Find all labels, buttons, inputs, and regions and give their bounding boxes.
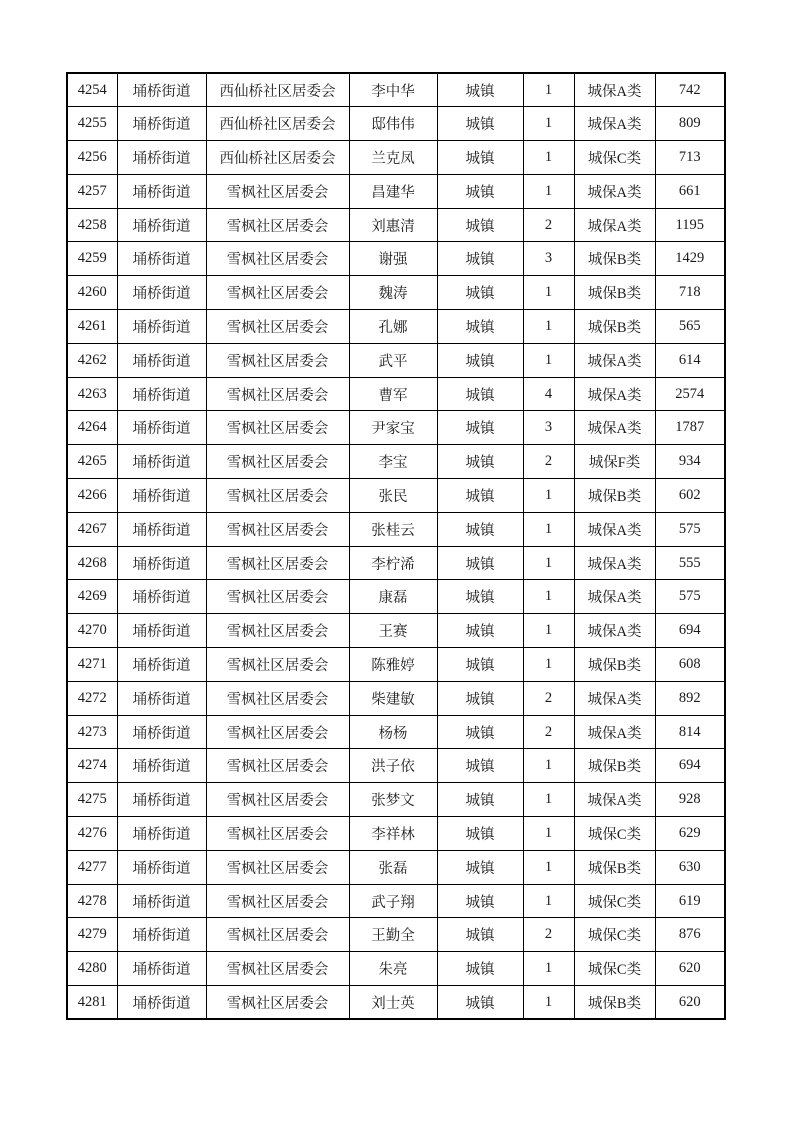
cell-amount: 614 [655, 343, 725, 377]
cell-residence-type: 城镇 [437, 343, 523, 377]
table-row [67, 445, 725, 479]
cell-person-name: 洪子依 [349, 749, 437, 783]
table-row [67, 648, 725, 682]
cell-street: 埇桥街道 [117, 749, 206, 783]
cell-street: 埇桥街道 [117, 512, 206, 546]
cell-amount: 694 [655, 749, 725, 783]
cell-street: 埇桥街道 [117, 242, 206, 276]
cell-street: 埇桥街道 [117, 783, 206, 817]
cell-person-name: 曹军 [349, 377, 437, 411]
cell-committee: 雪枫社区居委会 [206, 918, 349, 952]
cell-serial-number: 4276 [67, 817, 117, 851]
table-row [67, 479, 725, 513]
cell-insurance-category: 城保A类 [574, 73, 655, 107]
cell-amount: 575 [655, 580, 725, 614]
cell-person-name: 朱亮 [349, 952, 437, 986]
cell-person-name: 陈雅婷 [349, 648, 437, 682]
cell-street: 埇桥街道 [117, 580, 206, 614]
table-row [67, 242, 725, 276]
cell-residence-type: 城镇 [437, 208, 523, 242]
cell-person-count: 1 [523, 107, 574, 141]
cell-amount: 1787 [655, 411, 725, 445]
cell-committee: 西仙桥社区居委会 [206, 141, 349, 175]
cell-street: 埇桥街道 [117, 681, 206, 715]
cell-amount: 928 [655, 783, 725, 817]
cell-insurance-category: 城保B类 [574, 648, 655, 682]
cell-person-name: 孔娜 [349, 310, 437, 344]
cell-person-count: 1 [523, 276, 574, 310]
cell-committee: 雪枫社区居委会 [206, 546, 349, 580]
cell-amount: 565 [655, 310, 725, 344]
cell-person-count: 1 [523, 850, 574, 884]
cell-residence-type: 城镇 [437, 411, 523, 445]
cell-person-name: 尹家宝 [349, 411, 437, 445]
cell-person-count: 1 [523, 952, 574, 986]
cell-residence-type: 城镇 [437, 276, 523, 310]
cell-committee: 雪枫社区居委会 [206, 749, 349, 783]
cell-residence-type: 城镇 [437, 73, 523, 107]
cell-insurance-category: 城保A类 [574, 343, 655, 377]
cell-person-name: 张桂云 [349, 512, 437, 546]
cell-amount: 892 [655, 681, 725, 715]
cell-amount: 619 [655, 884, 725, 918]
cell-street: 埇桥街道 [117, 884, 206, 918]
cell-person-count: 1 [523, 648, 574, 682]
cell-residence-type: 城镇 [437, 918, 523, 952]
cell-person-count: 2 [523, 715, 574, 749]
cell-person-name: 武子翔 [349, 884, 437, 918]
cell-committee: 雪枫社区居委会 [206, 276, 349, 310]
cell-person-name: 张磊 [349, 850, 437, 884]
cell-street: 埇桥街道 [117, 918, 206, 952]
cell-street: 埇桥街道 [117, 479, 206, 513]
cell-insurance-category: 城保A类 [574, 512, 655, 546]
cell-insurance-category: 城保C类 [574, 141, 655, 175]
cell-committee: 雪枫社区居委会 [206, 174, 349, 208]
cell-insurance-category: 城保B类 [574, 310, 655, 344]
cell-person-name: 杨杨 [349, 715, 437, 749]
table-row [67, 850, 725, 884]
cell-residence-type: 城镇 [437, 952, 523, 986]
cell-serial-number: 4269 [67, 580, 117, 614]
cell-amount: 2574 [655, 377, 725, 411]
cell-amount: 1429 [655, 242, 725, 276]
cell-person-count: 1 [523, 884, 574, 918]
cell-person-count: 2 [523, 445, 574, 479]
cell-residence-type: 城镇 [437, 479, 523, 513]
cell-street: 埇桥街道 [117, 850, 206, 884]
cell-serial-number: 4272 [67, 681, 117, 715]
cell-serial-number: 4266 [67, 479, 117, 513]
cell-residence-type: 城镇 [437, 310, 523, 344]
table-row [67, 986, 725, 1020]
table-row [67, 107, 725, 141]
cell-insurance-category: 城保A类 [574, 546, 655, 580]
cell-committee: 雪枫社区居委会 [206, 242, 349, 276]
cell-person-name: 邸伟伟 [349, 107, 437, 141]
cell-committee: 雪枫社区居委会 [206, 986, 349, 1020]
cell-serial-number: 4261 [67, 310, 117, 344]
cell-committee: 雪枫社区居委会 [206, 614, 349, 648]
cell-serial-number: 4264 [67, 411, 117, 445]
cell-serial-number: 4270 [67, 614, 117, 648]
table-row [67, 614, 725, 648]
cell-residence-type: 城镇 [437, 783, 523, 817]
cell-person-count: 1 [523, 73, 574, 107]
cell-person-count: 1 [523, 141, 574, 175]
cell-committee: 雪枫社区居委会 [206, 884, 349, 918]
cell-residence-type: 城镇 [437, 749, 523, 783]
table-row [67, 141, 725, 175]
cell-insurance-category: 城保B类 [574, 479, 655, 513]
cell-amount: 814 [655, 715, 725, 749]
cell-street: 埇桥街道 [117, 174, 206, 208]
cell-serial-number: 4273 [67, 715, 117, 749]
cell-street: 埇桥街道 [117, 952, 206, 986]
cell-person-count: 1 [523, 749, 574, 783]
cell-residence-type: 城镇 [437, 715, 523, 749]
table-row [67, 749, 725, 783]
cell-street: 埇桥街道 [117, 715, 206, 749]
cell-amount: 713 [655, 141, 725, 175]
cell-street: 埇桥街道 [117, 73, 206, 107]
cell-person-count: 1 [523, 580, 574, 614]
cell-serial-number: 4257 [67, 174, 117, 208]
table-row [67, 918, 725, 952]
cell-insurance-category: 城保A类 [574, 783, 655, 817]
cell-insurance-category: 城保A类 [574, 107, 655, 141]
cell-person-count: 1 [523, 783, 574, 817]
cell-serial-number: 4265 [67, 445, 117, 479]
cell-insurance-category: 城保A类 [574, 580, 655, 614]
cell-amount: 608 [655, 648, 725, 682]
cell-amount: 809 [655, 107, 725, 141]
cell-residence-type: 城镇 [437, 681, 523, 715]
cell-person-count: 4 [523, 377, 574, 411]
cell-person-count: 1 [523, 546, 574, 580]
cell-committee: 雪枫社区居委会 [206, 783, 349, 817]
cell-person-name: 谢强 [349, 242, 437, 276]
cell-street: 埇桥街道 [117, 614, 206, 648]
cell-residence-type: 城镇 [437, 377, 523, 411]
cell-person-name: 刘惠清 [349, 208, 437, 242]
cell-serial-number: 4271 [67, 648, 117, 682]
cell-insurance-category: 城保A类 [574, 174, 655, 208]
cell-committee: 雪枫社区居委会 [206, 377, 349, 411]
cell-committee: 雪枫社区居委会 [206, 512, 349, 546]
cell-residence-type: 城镇 [437, 512, 523, 546]
cell-serial-number: 4281 [67, 986, 117, 1020]
cell-person-name: 李中华 [349, 73, 437, 107]
cell-residence-type: 城镇 [437, 884, 523, 918]
table-row [67, 73, 725, 107]
cell-person-name: 李宝 [349, 445, 437, 479]
cell-committee: 雪枫社区居委会 [206, 681, 349, 715]
cell-insurance-category: 城保A类 [574, 411, 655, 445]
table-row [67, 783, 725, 817]
cell-street: 埇桥街道 [117, 986, 206, 1020]
cell-person-count: 1 [523, 174, 574, 208]
cell-person-name: 康磊 [349, 580, 437, 614]
cell-street: 埇桥街道 [117, 546, 206, 580]
cell-insurance-category: 城保A类 [574, 614, 655, 648]
cell-committee: 雪枫社区居委会 [206, 850, 349, 884]
cell-serial-number: 4267 [67, 512, 117, 546]
table-row [67, 208, 725, 242]
cell-person-count: 1 [523, 614, 574, 648]
cell-street: 埇桥街道 [117, 343, 206, 377]
cell-amount: 555 [655, 546, 725, 580]
cell-insurance-category: 城保C类 [574, 952, 655, 986]
cell-street: 埇桥街道 [117, 817, 206, 851]
table-row [67, 681, 725, 715]
cell-serial-number: 4279 [67, 918, 117, 952]
cell-street: 埇桥街道 [117, 141, 206, 175]
cell-person-count: 1 [523, 986, 574, 1020]
cell-street: 埇桥街道 [117, 648, 206, 682]
table-row [67, 580, 725, 614]
cell-street: 埇桥街道 [117, 445, 206, 479]
cell-street: 埇桥街道 [117, 107, 206, 141]
cell-person-count: 2 [523, 208, 574, 242]
cell-insurance-category: 城保B类 [574, 276, 655, 310]
cell-serial-number: 4278 [67, 884, 117, 918]
table-row [67, 377, 725, 411]
cell-amount: 661 [655, 174, 725, 208]
cell-residence-type: 城镇 [437, 107, 523, 141]
cell-residence-type: 城镇 [437, 648, 523, 682]
table-row [67, 884, 725, 918]
cell-street: 埇桥街道 [117, 411, 206, 445]
cell-amount: 1195 [655, 208, 725, 242]
cell-amount: 630 [655, 850, 725, 884]
cell-person-count: 3 [523, 242, 574, 276]
cell-committee: 雪枫社区居委会 [206, 343, 349, 377]
table-row [67, 952, 725, 986]
cell-person-name: 李柠浠 [349, 546, 437, 580]
table-row [67, 546, 725, 580]
cell-street: 埇桥街道 [117, 377, 206, 411]
table-row [67, 276, 725, 310]
cell-insurance-category: 城保B类 [574, 749, 655, 783]
cell-residence-type: 城镇 [437, 242, 523, 276]
cell-person-count: 2 [523, 918, 574, 952]
cell-person-count: 1 [523, 310, 574, 344]
cell-committee: 雪枫社区居委会 [206, 310, 349, 344]
cell-serial-number: 4268 [67, 546, 117, 580]
cell-person-count: 1 [523, 817, 574, 851]
cell-person-name: 王勤全 [349, 918, 437, 952]
cell-serial-number: 4262 [67, 343, 117, 377]
cell-insurance-category: 城保B类 [574, 850, 655, 884]
cell-serial-number: 4277 [67, 850, 117, 884]
cell-residence-type: 城镇 [437, 546, 523, 580]
cell-insurance-category: 城保A类 [574, 377, 655, 411]
cell-residence-type: 城镇 [437, 580, 523, 614]
cell-committee: 雪枫社区居委会 [206, 411, 349, 445]
cell-person-name: 张民 [349, 479, 437, 513]
table-row [67, 343, 725, 377]
cell-residence-type: 城镇 [437, 141, 523, 175]
cell-amount: 620 [655, 986, 725, 1020]
cell-person-name: 柴建敏 [349, 681, 437, 715]
cell-insurance-category: 城保A类 [574, 208, 655, 242]
cell-amount: 602 [655, 479, 725, 513]
cell-committee: 雪枫社区居委会 [206, 952, 349, 986]
table-row [67, 174, 725, 208]
cell-residence-type: 城镇 [437, 850, 523, 884]
cell-committee: 雪枫社区居委会 [206, 479, 349, 513]
cell-insurance-category: 城保B类 [574, 986, 655, 1020]
cell-serial-number: 4260 [67, 276, 117, 310]
cell-amount: 629 [655, 817, 725, 851]
cell-residence-type: 城镇 [437, 445, 523, 479]
cell-amount: 620 [655, 952, 725, 986]
cell-serial-number: 4258 [67, 208, 117, 242]
cell-person-name: 刘士英 [349, 986, 437, 1020]
cell-insurance-category: 城保C类 [574, 817, 655, 851]
cell-person-name: 兰克凤 [349, 141, 437, 175]
cell-residence-type: 城镇 [437, 174, 523, 208]
table-row [67, 512, 725, 546]
cell-serial-number: 4263 [67, 377, 117, 411]
table-row [67, 411, 725, 445]
table-body [67, 73, 725, 1019]
cell-serial-number: 4274 [67, 749, 117, 783]
cell-person-count: 3 [523, 411, 574, 445]
cell-insurance-category: 城保A类 [574, 715, 655, 749]
cell-committee: 雪枫社区居委会 [206, 715, 349, 749]
cell-amount: 575 [655, 512, 725, 546]
cell-committee: 西仙桥社区居委会 [206, 73, 349, 107]
cell-serial-number: 4254 [67, 73, 117, 107]
cell-committee: 雪枫社区居委会 [206, 445, 349, 479]
table-row [67, 310, 725, 344]
cell-person-name: 武平 [349, 343, 437, 377]
cell-street: 埇桥街道 [117, 310, 206, 344]
cell-serial-number: 4259 [67, 242, 117, 276]
cell-amount: 718 [655, 276, 725, 310]
cell-insurance-category: 城保F类 [574, 445, 655, 479]
records-table [66, 72, 726, 1020]
cell-serial-number: 4275 [67, 783, 117, 817]
cell-insurance-category: 城保C类 [574, 918, 655, 952]
cell-insurance-category: 城保B类 [574, 242, 655, 276]
cell-person-name: 李祥林 [349, 817, 437, 851]
table-row [67, 817, 725, 851]
cell-amount: 742 [655, 73, 725, 107]
cell-committee: 西仙桥社区居委会 [206, 107, 349, 141]
cell-residence-type: 城镇 [437, 614, 523, 648]
cell-residence-type: 城镇 [437, 817, 523, 851]
cell-person-name: 魏涛 [349, 276, 437, 310]
cell-person-count: 1 [523, 343, 574, 377]
cell-serial-number: 4256 [67, 141, 117, 175]
cell-insurance-category: 城保A类 [574, 681, 655, 715]
cell-amount: 694 [655, 614, 725, 648]
cell-committee: 雪枫社区居委会 [206, 208, 349, 242]
cell-committee: 雪枫社区居委会 [206, 817, 349, 851]
table-row [67, 715, 725, 749]
cell-residence-type: 城镇 [437, 986, 523, 1020]
cell-committee: 雪枫社区居委会 [206, 648, 349, 682]
cell-serial-number: 4280 [67, 952, 117, 986]
cell-serial-number: 4255 [67, 107, 117, 141]
cell-person-name: 张梦文 [349, 783, 437, 817]
cell-person-name: 王赛 [349, 614, 437, 648]
cell-amount: 934 [655, 445, 725, 479]
cell-amount: 876 [655, 918, 725, 952]
cell-insurance-category: 城保C类 [574, 884, 655, 918]
cell-person-name: 昌建华 [349, 174, 437, 208]
cell-street: 埇桥街道 [117, 276, 206, 310]
cell-street: 埇桥街道 [117, 208, 206, 242]
cell-person-count: 1 [523, 479, 574, 513]
cell-committee: 雪枫社区居委会 [206, 580, 349, 614]
cell-person-count: 1 [523, 512, 574, 546]
cell-person-count: 2 [523, 681, 574, 715]
